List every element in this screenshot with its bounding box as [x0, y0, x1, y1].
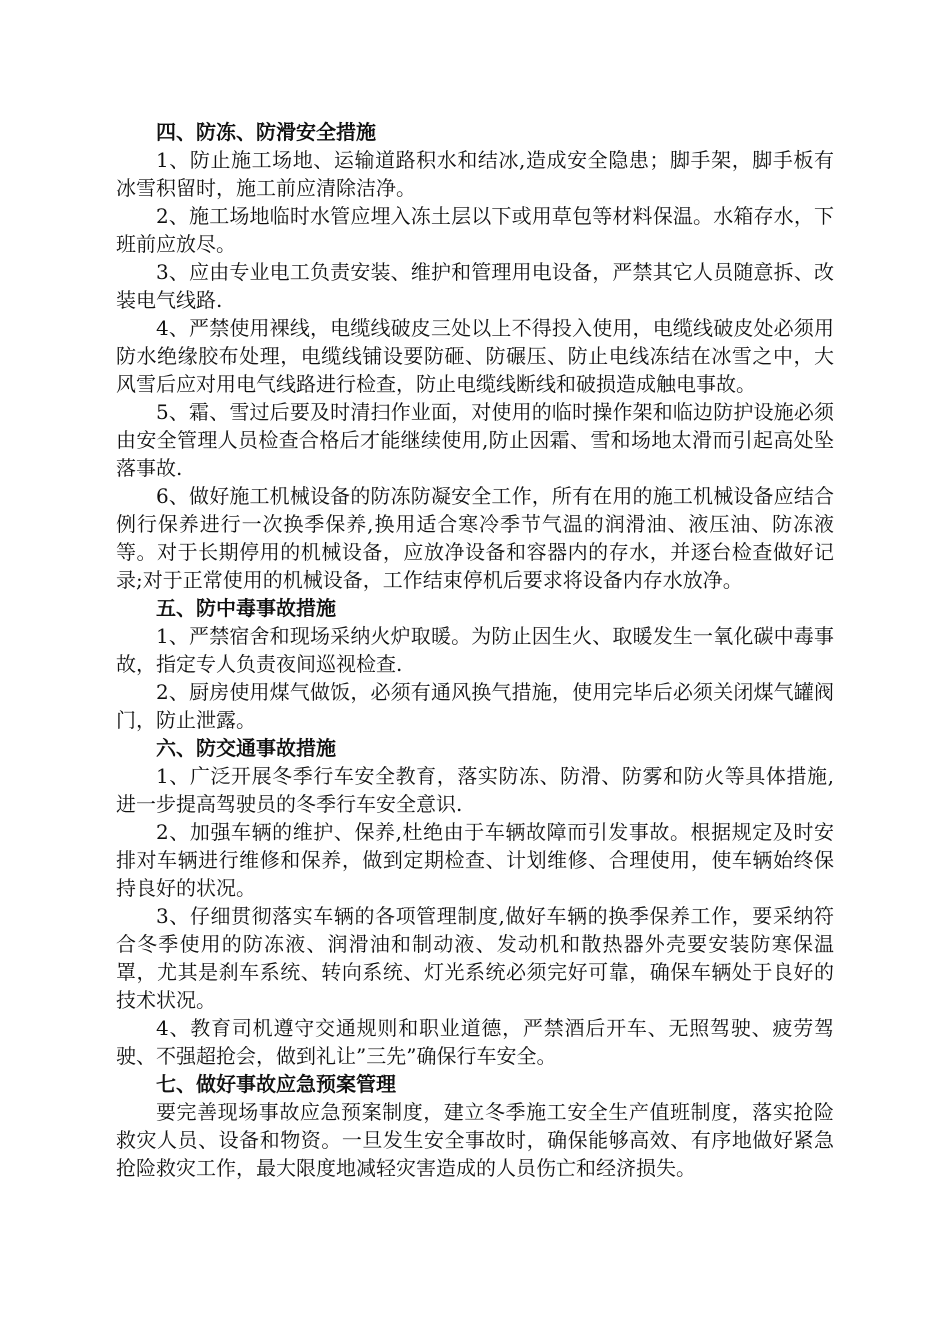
section-heading-5: 五、防中毒事故措施: [156, 596, 336, 620]
paragraph-6-1: 1、广泛开展冬季行车安全教育，落实防冻、防滑、防雾和防火等具体措施,进一步提高驾驶员的冬季行车安全意识.: [116, 764, 834, 816]
paragraph-7-1: 要完善现场事故应急预案制度，建立冬季施工安全生产值班制度，落实抢险救灾人员、设备和物资。一旦发生安全事故时，确保能够高效、有序地做好紧急抢险救灾工作，最大限度地减轻灾害造成的人员伤亡和经济损失。: [116, 1100, 834, 1180]
paragraph-5-1: 1、严禁宿舍和现场采纳火炉取暖。为防止因生火、取暖发生一氧化碳中毒事故，指定专人负责夜间巡视检查.: [116, 624, 834, 676]
paragraph-6-2: 2、加强车辆的维护、保养,杜绝由于车辆故障而引发事故。根据规定及时安排对车辆进行维修和保养，做到定期检查、计划维修、合理使用，使车辆始终保持良好的状况。: [116, 820, 834, 900]
paragraph-4-3: 3、应由专业电工负责安装、维护和管理用电设备，严禁其它人员随意拆、改装电气线路.: [116, 260, 834, 312]
paragraph-5-2: 2、厨房使用煤气做饭，必须有通风换气措施，使用完毕后必须关闭煤气罐阀门，防止泄露。: [116, 680, 834, 732]
section-heading-4: 四、防冻、防滑安全措施: [156, 120, 376, 144]
paragraph-4-4: 4、严禁使用裸线，电缆线破皮三处以上不得投入使用，电缆线破皮处必须用防水绝缘胶布处理，电缆线铺设要防砸、防碾压、防止电线冻结在冰雪之中，大风雪后应对用电气线路进行检查，防止电缆线断线和破损造成触电事故。: [116, 316, 834, 396]
paragraph-4-5: 5、霜、雪过后要及时清扫作业面，对使用的临时操作架和临边防护设施必须由安全管理人员检查合格后才能继续使用,防止因霜、雪和场地太滑而引起高处坠落事故.: [116, 400, 834, 480]
section-heading-7: 七、做好事故应急预案管理: [156, 1072, 396, 1096]
paragraph-6-3: 3、仔细贯彻落实车辆的各项管理制度,做好车辆的换季保养工作，要采纳符合冬季使用的防冻液、润滑油和制动液、发动机和散热器外壳要安装防寒保温罩，尤其是刹车系统、转向系统、灯光系统必须完好可靠，确保车辆处于良好的技术状况。: [116, 904, 834, 1012]
paragraph-4-2: 2、施工场地临时水管应埋入冻土层以下或用草包等材料保温。水箱存水，下班前应放尽。: [116, 204, 834, 256]
document-body: [116, 118, 834, 1182]
paragraph-4-6: 6、做好施工机械设备的防冻防凝安全工作，所有在用的施工机械设备应结合例行保养进行一次换季保养,换用适合寒冷季节气温的润滑油、液压油、防冻液等。对于长期停用的机械设备，应放净设备和容器内的存水，并逐台检查做好记录;对于正常使用的机械设备，工作结束停机后要求将设备内存水放净。: [116, 484, 834, 592]
paragraph-6-4: 4、教育司机遵守交通规则和职业道德，严禁酒后开车、无照驾驶、疲劳驾驶、不强超抢会，做到礼让”三先”确保行车安全。: [116, 1016, 834, 1068]
paragraph-4-1: 1、防止施工场地、运输道路积水和结冰,造成安全隐患；脚手架，脚手板有冰雪积留时，施工前应清除洁净。: [116, 148, 834, 200]
section-heading-6: 六、防交通事故措施: [156, 736, 336, 760]
